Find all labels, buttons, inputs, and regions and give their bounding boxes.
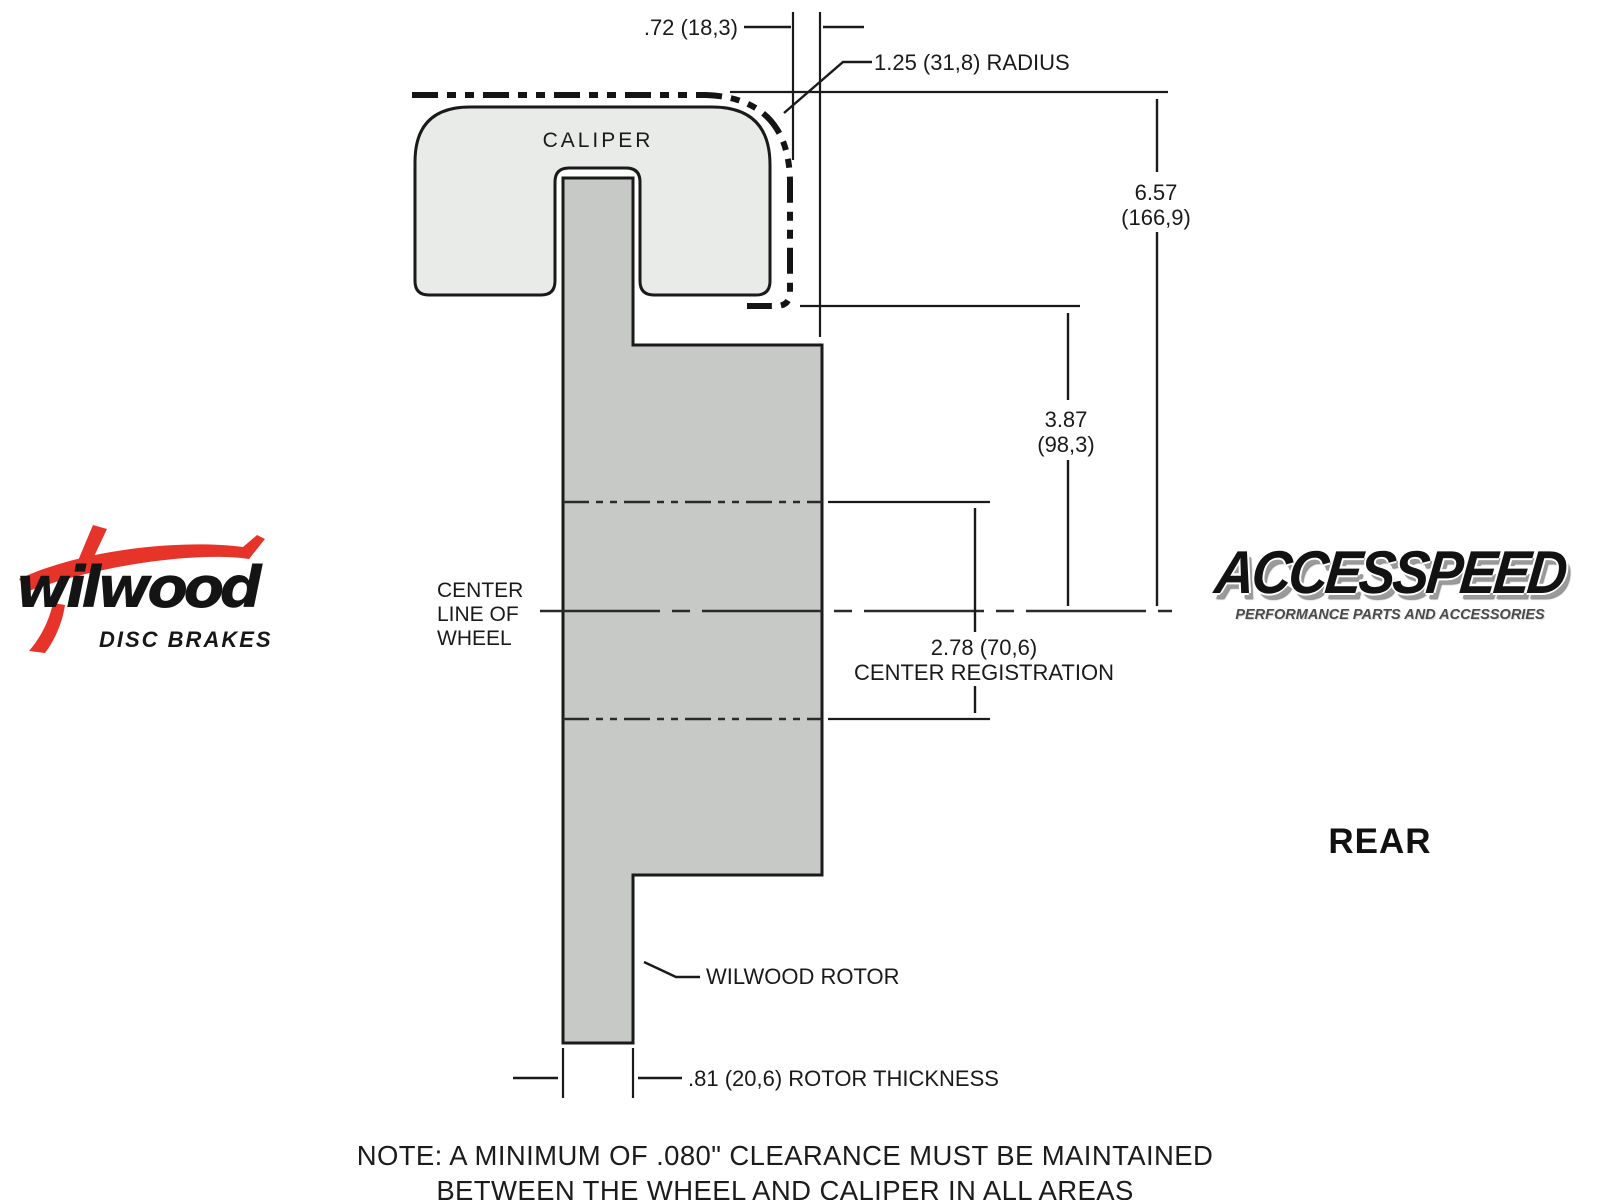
centerline-label-line2: LINE OF — [437, 603, 519, 626]
wilwood-wordmark: wilwood — [15, 554, 258, 622]
wilwood-disc-brakes-label: DISC BRAKES — [99, 627, 273, 652]
dim-278-value: 2.78 (70,6) — [930, 635, 1038, 660]
dim-72-label: .72 (18,3) — [643, 15, 738, 40]
accesspeed-wordmark: ACCESSPEED — [1211, 537, 1569, 607]
view-label-rear: REAR — [1328, 822, 1432, 861]
accesspeed-logo — [1190, 537, 1590, 655]
centerline-label-line3: WHEEL — [437, 627, 512, 650]
dim-278-label: CENTER REGISTRATION — [854, 660, 1114, 685]
centerline-label-line1: CENTER — [437, 579, 524, 602]
accesspeed-tagline: PERFORMANCE PARTS AND ACCESSORIES — [1235, 607, 1545, 623]
wilwood-logo — [13, 521, 323, 661]
rotor-leader-line — [644, 962, 700, 977]
clearance-note-line1: NOTE: A MINIMUM OF .080" CLEARANCE MUST BE MAINTAINED — [356, 1140, 1214, 1171]
clearance-note — [300, 1138, 1270, 1200]
caliper-label: CALIPER — [542, 129, 654, 152]
radius-leader-line — [784, 62, 872, 113]
dim-657-value: 6.57 — [1134, 180, 1178, 205]
clearance-note-line2: BETWEEN THE WHEEL AND CALIPER IN ALL AREAS — [436, 1175, 1134, 1200]
rotor-callout-label: WILWOOD ROTOR — [706, 964, 900, 989]
dim-radius-label: 1.25 (31,8) RADIUS — [874, 50, 1070, 75]
dim-387-value: 3.87 — [1044, 407, 1088, 432]
dim-81-label: .81 (20,6) ROTOR THICKNESS — [688, 1066, 999, 1091]
dim-387-metric: (98,3) — [1037, 432, 1095, 457]
dim-657-metric: (166,9) — [1121, 205, 1191, 230]
